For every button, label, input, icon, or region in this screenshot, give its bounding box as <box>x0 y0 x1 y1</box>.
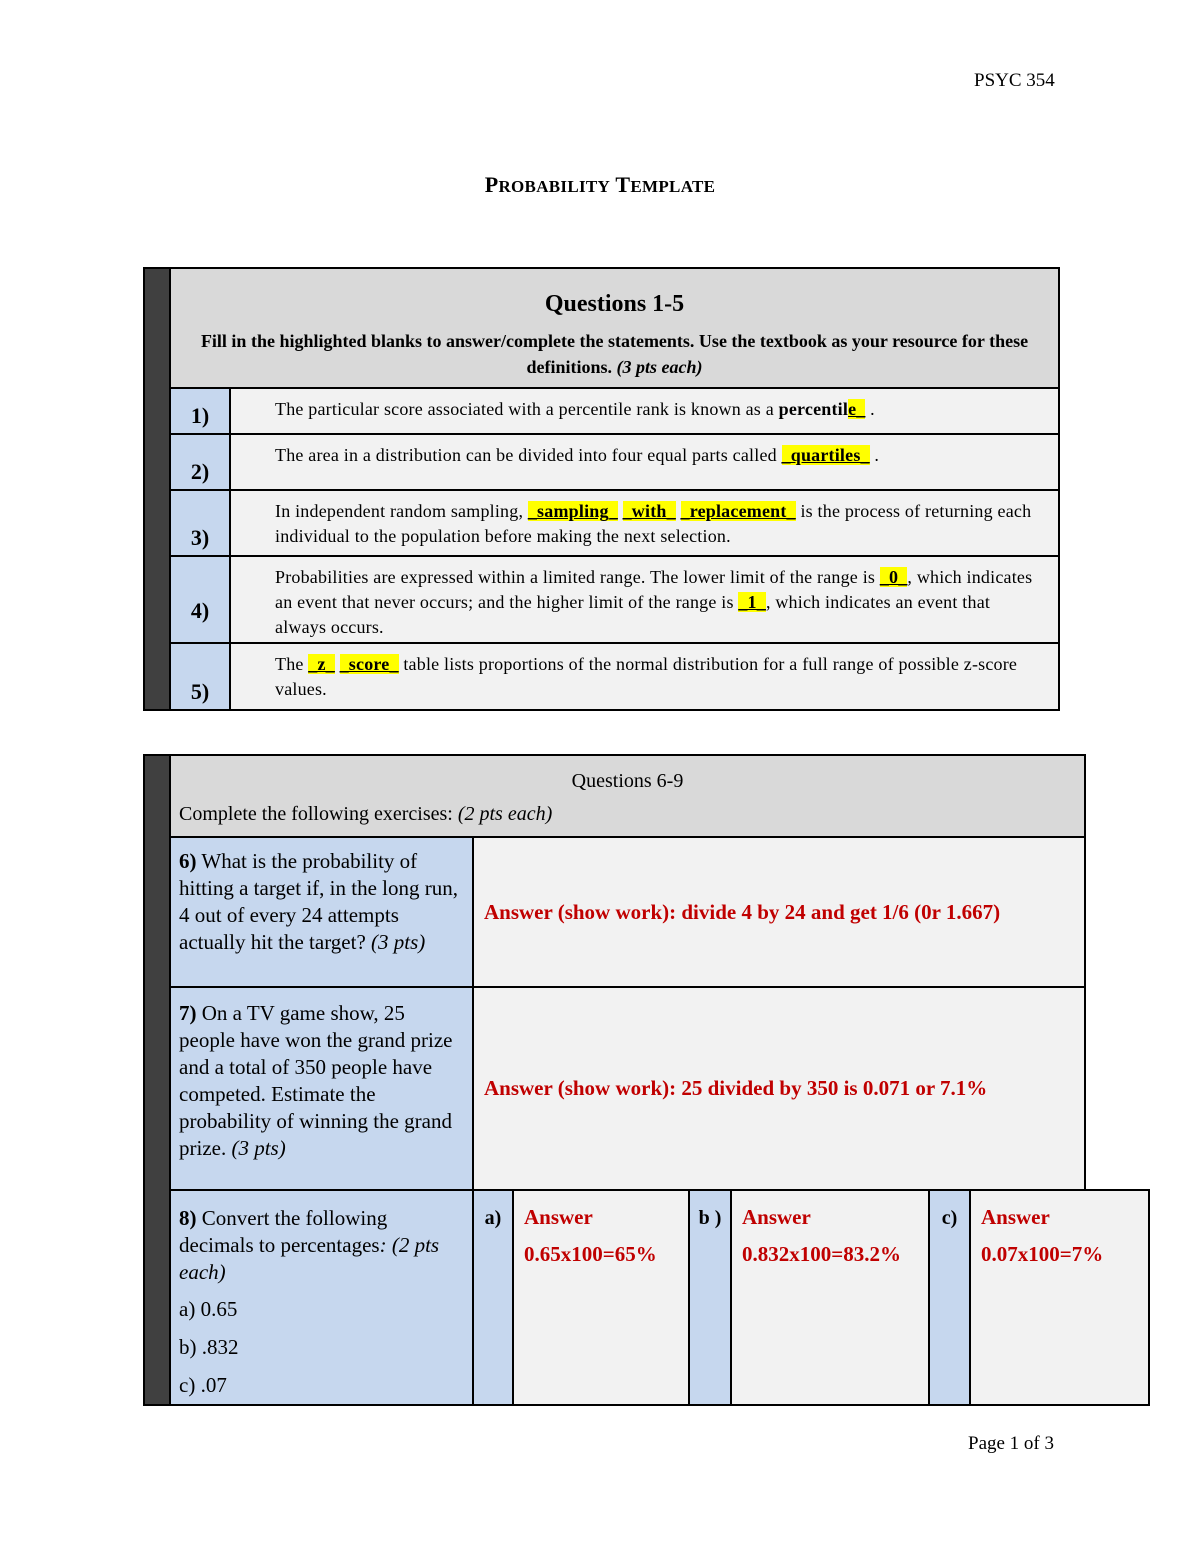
q7-answer-cell[interactable] <box>472 986 1086 1191</box>
q8-b-answer-label: Answer <box>742 1205 811 1229</box>
section1-instruction: Fill in the highlighted blanks to answer/complete the statements. Use the textbook as your resource for these definitions. (3 pts each) <box>200 331 1029 377</box>
q2-blank[interactable]: _quartiles_ <box>781 445 870 465</box>
title-rest-p: ROBABILITY <box>498 177 611 196</box>
q6-answer-cell[interactable] <box>472 836 1086 988</box>
q8-b-label: b ) <box>688 1189 732 1406</box>
q8-question: 8) Convert the following decimals to percentages: (2 pts each) a) 0.65 b) .832 c) .07 <box>169 1189 474 1406</box>
q1-statement: The particular score associated with a percentile rank is known as a percentile_ . <box>229 387 1060 435</box>
section1-header <box>169 267 1060 389</box>
q5-blank-2[interactable]: _score_ <box>339 654 399 674</box>
title-initial-t: T <box>615 172 631 197</box>
q5-blank-1[interactable]: _z_ <box>308 654 335 674</box>
q4-blank-1[interactable]: _0_ <box>879 567 908 587</box>
q5-statement: The _z_ _score_ table lists proportions of the normal distribution for a full range of possible z-score values. <box>229 642 1060 711</box>
q8-a-answer-label: Answer <box>524 1205 593 1229</box>
q4-blank-2[interactable]: _1_ <box>738 592 766 612</box>
section2-instruction: Complete the following exercises: (2 pts each) <box>179 803 553 825</box>
q6-question: 6) What is the probability of hitting a target if, in the long run, 4 out of every 24 attempts actually hit the target? (3 pts) <box>169 836 474 988</box>
q3-blank-1[interactable]: _sampling_ <box>527 501 618 521</box>
q1-number: 1) <box>169 387 231 435</box>
q8-c-answer-label: Answer <box>981 1205 1050 1229</box>
q8-b-answer: 0.832x100=83.2% <box>742 1242 901 1266</box>
q8-b-answer-cell[interactable] <box>730 1189 930 1406</box>
table-side-band <box>143 754 171 1406</box>
q2-statement: The area in a distribution can be divided into four equal parts called _quartiles_ . <box>229 433 1060 491</box>
q8-item-b: b) .832 <box>179 1335 239 1359</box>
q3-number: 3) <box>169 489 231 557</box>
q7-question: 7) On a TV game show, 25 people have won the grand prize and a total of 350 people have competed. Estimate the probability of winning the grand prize. (3 pts) <box>169 986 474 1191</box>
q4-number: 4) <box>169 555 231 644</box>
q8-c-answer-cell[interactable] <box>969 1189 1150 1406</box>
title-rest-t: EMPLATE <box>630 177 716 196</box>
section1-title: Questions 1-5 <box>544 291 685 317</box>
page-number: Page 1 of 3 <box>968 1433 1055 1454</box>
q3-blank-3[interactable]: _replacement_ <box>680 501 796 521</box>
q7-answer: Answer (show work): 25 divided by 350 is 0.071 or 7.1% <box>484 1076 988 1100</box>
course-code: PSYC 354 <box>974 70 1055 91</box>
q8-item-c: c) .07 <box>179 1373 227 1397</box>
q6-answer: Answer (show work): divide 4 by 24 and get 1/6 (0r 1.667) <box>484 899 1001 924</box>
section2-title: Questions 6-9 <box>571 770 684 792</box>
q8-item-a: a) 0.65 <box>179 1297 238 1321</box>
q2-number: 2) <box>169 433 231 491</box>
q3-statement: In independent random sampling, _sampling_ _with_ _replacement_ is the process of returning each individual to the population before making the next selection. <box>229 489 1060 557</box>
title-initial-p: P <box>484 172 499 197</box>
q3-blank-2[interactable]: _with_ <box>622 501 676 521</box>
q8-c-label: c) <box>928 1189 971 1406</box>
section2-header <box>169 754 1086 838</box>
q1-blank[interactable]: percentil <box>778 399 849 419</box>
q8-c-answer: 0.07x100=7% <box>981 1242 1104 1266</box>
q5-number: 5) <box>169 642 231 711</box>
q8-a-answer: 0.65x100=65% <box>524 1242 657 1266</box>
q8-a-label: a) <box>472 1189 514 1406</box>
q8-a-answer-cell[interactable] <box>512 1189 690 1406</box>
page-title <box>0 172 1200 198</box>
table-side-band <box>143 267 171 711</box>
q4-statement: Probabilities are expressed within a limited range. The lower limit of the range is _0_, which indicates an event that never occurs; and the higher limit of the range is _1_, which indicates an event that always occurs. <box>229 555 1060 644</box>
q1-blank-tail[interactable]: e_ <box>848 399 866 419</box>
